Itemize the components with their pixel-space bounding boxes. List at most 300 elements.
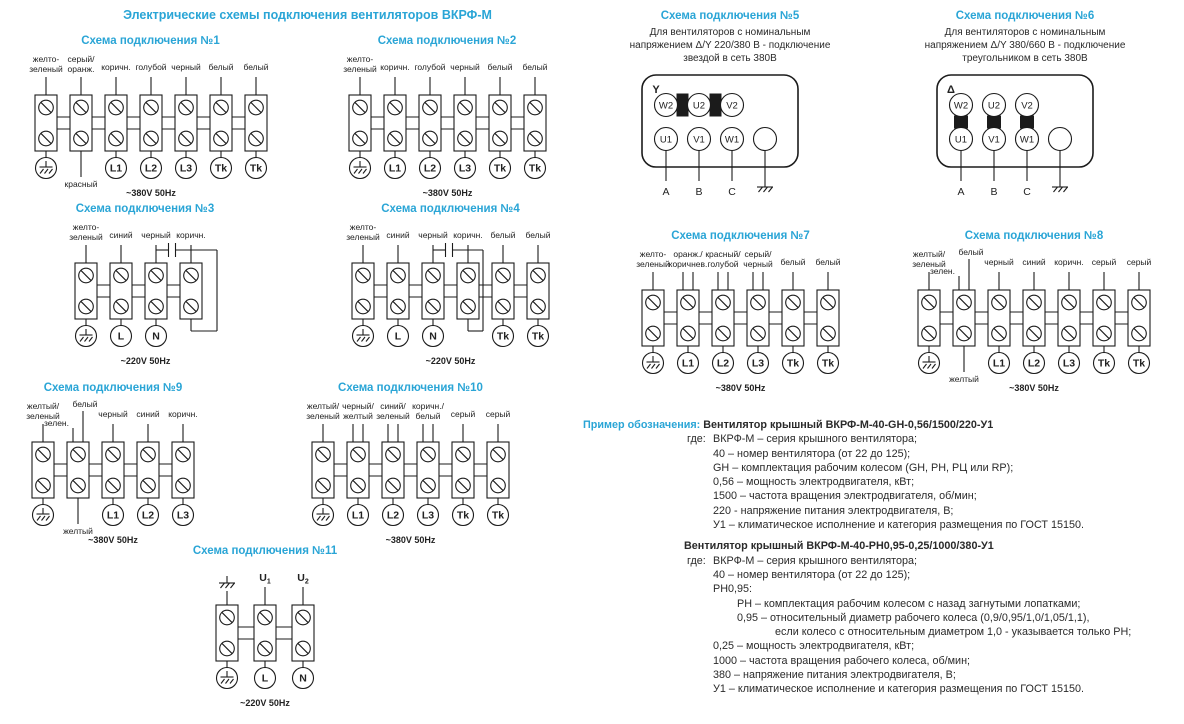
terminal-designation (423, 326, 444, 347)
wire-label: коричн. (1054, 257, 1084, 267)
desc-line: треугольником в сеть 380В (962, 53, 1088, 64)
terminal-block (453, 230, 483, 319)
terminal-designation (678, 353, 699, 374)
terminal-designation-label: N (429, 330, 437, 343)
terminal-designation (1129, 353, 1150, 374)
terminal-block (101, 62, 131, 179)
wire-label: голубой (707, 259, 739, 269)
motor-terminal-label: W2 (953, 100, 969, 112)
scheme-7-diagram (621, 246, 860, 398)
terminal-block (451, 409, 476, 526)
terminal-designation-label: Tk (249, 162, 262, 175)
terminal-designation (453, 505, 474, 526)
scheme-11 (165, 545, 365, 713)
scheme-9-diagram (11, 398, 215, 550)
wire-label: желтый/ (306, 401, 340, 411)
scheme-3-diagram (54, 219, 237, 371)
wire-label: желтый (63, 526, 93, 536)
wire-label: белый (490, 230, 516, 240)
wire-label: черный (984, 257, 1014, 267)
wire-label: черный (170, 62, 201, 72)
wire-label: желто- (72, 222, 99, 232)
scheme-8-diagram (897, 246, 1171, 398)
terminal-block (136, 409, 159, 526)
terminal-designation-label: L3 (1062, 357, 1076, 370)
terminal-designation (419, 158, 440, 179)
example-line: РН – комплектация рабочим колесом с назад загнутыми лопатками; (737, 597, 1081, 610)
example-line: ВКРФ-М – серия крышного вентилятора; (713, 433, 918, 446)
example-title-2: Вентилятор крышный ВКРФ-М-40-РН0,95-0,25/1000/380-У1 (684, 540, 994, 553)
wire (1054, 187, 1058, 192)
terminal-designation-label: L2 (386, 509, 400, 522)
wire-label: оранж./ (673, 249, 703, 259)
example-line: 40 – номер вентилятора (от 22 до 125); (713, 447, 911, 460)
terminal-designation (348, 505, 369, 526)
terminal-designation (140, 158, 161, 179)
wire-label: зеленый (346, 232, 380, 242)
terminal-designation (488, 505, 509, 526)
wire-label: серый/ (67, 54, 94, 64)
example-line: 1500 – частота вращения электродвигателя, об/мин; (713, 490, 977, 503)
terminal-designation (1059, 353, 1080, 374)
winding-type-label: Y (652, 84, 660, 96)
terminal-block (1054, 257, 1084, 374)
wire-label: белый (958, 247, 984, 257)
wire-label: черный (418, 230, 448, 240)
wire-label: черный (140, 230, 171, 240)
terminal-block (292, 572, 314, 689)
terminal-block (254, 572, 276, 689)
scheme-4-title: Схема подключения №4 (381, 203, 520, 215)
wire-label: серый (1126, 257, 1152, 267)
terminal-designation-label: L (394, 330, 402, 343)
example-block-2 (583, 539, 1183, 696)
example-where-2: где: (687, 554, 706, 567)
motor-terminal-label: U2 (692, 100, 706, 112)
terminal-block (386, 230, 409, 347)
desc-line: напряжением Δ/Y 220/380 В - подключение (629, 40, 831, 51)
terminal-block (984, 257, 1014, 374)
scheme-9 (8, 382, 218, 550)
wire-label: коричнев. (668, 259, 708, 269)
designation-example (583, 418, 1183, 697)
terminal-block (815, 257, 840, 374)
terminal-block (346, 222, 380, 347)
scheme-1 (8, 35, 293, 203)
wire-label: белый (486, 62, 513, 72)
scheme-1-title: Схема подключения №1 (81, 35, 220, 47)
terminal-designation-label: Tk (214, 162, 227, 175)
scheme-1-diagram (14, 51, 288, 203)
winding-type-label: Δ (947, 84, 955, 96)
scheme-7-title: Схема подключения №7 (671, 230, 810, 242)
terminal-designation (145, 326, 166, 347)
wire-label: зеленый (28, 64, 63, 74)
scheme-4-diagram (331, 219, 570, 371)
scheme-5-title: Схема подключения №5 (660, 10, 800, 22)
wire-label: зелен. (930, 266, 955, 276)
terminal-designation-label: Tk (528, 162, 541, 175)
terminal-block (1127, 257, 1152, 374)
wire-label: зеленый (342, 64, 377, 74)
terminal-designation (384, 158, 405, 179)
wire-label: синий (386, 230, 410, 240)
terminal-block (98, 409, 128, 526)
terminal-designation (748, 353, 769, 374)
terminal-block (487, 62, 512, 179)
terminal-designation-label: Tk (531, 330, 545, 343)
motor-terminal-label: U1 (659, 134, 673, 146)
wire-label: коричн. (168, 409, 198, 419)
terminal-designation (1024, 353, 1045, 374)
terminal-block (743, 249, 773, 374)
terminal-block (376, 401, 410, 526)
terminal-designation (989, 353, 1010, 374)
wire-label: зеленый (376, 411, 410, 421)
voltage-label: ~380V 50Hz (715, 383, 766, 393)
example-lines-1 (713, 432, 1183, 532)
wire-label: коричн. (379, 62, 410, 72)
terminal-designation-label: Tk (1132, 357, 1146, 370)
ground-circle-icon (75, 326, 96, 347)
desc-line: Для вентиляторов с номинальным (649, 27, 811, 38)
wire-label: желтый (949, 374, 979, 384)
scheme-2-title: Схема подключения №2 (377, 35, 517, 47)
scheme-7 (598, 230, 883, 398)
wire-label: голубой (134, 62, 167, 72)
wire-label: белый (415, 411, 441, 421)
scheme-6 (890, 10, 1160, 203)
terminal-block (450, 62, 480, 179)
wire-label: желто- (32, 54, 59, 64)
wire-label: синий (1022, 257, 1046, 267)
scheme-8 (888, 230, 1180, 398)
ground-circle-icon (313, 505, 334, 526)
wire-label: зеленый (912, 259, 946, 269)
voltage-label: ~380V 50Hz (385, 535, 436, 545)
wire-label: красный/ (705, 249, 741, 259)
ground-circle-icon (353, 326, 374, 347)
wire-label: синий/ (380, 401, 406, 411)
wire-label: белый (815, 257, 841, 267)
page-title: Электрические схемы подключения вентиляторов ВКРФ-М (123, 8, 492, 22)
example-line: ВКРФ-М – серия крышного вентилятора; (713, 554, 918, 567)
wire-label: желтый (343, 411, 373, 421)
wire-label: желто- (346, 54, 373, 64)
wire (769, 187, 773, 192)
scheme-3-title: Схема подключения №3 (75, 203, 215, 215)
wire-label: коричн. (453, 230, 483, 240)
ground-circle-icon (919, 353, 940, 374)
terminal-designation (528, 326, 549, 347)
terminal-designation-label: Tk (1097, 357, 1111, 370)
terminal-block (306, 401, 340, 526)
example-block-1 (583, 418, 1183, 532)
terminal-block (669, 249, 708, 374)
scheme-10 (288, 382, 533, 550)
ground-symbol-icon (1052, 187, 1068, 192)
terminal-block (69, 222, 103, 347)
wire-label: серый (485, 409, 511, 419)
terminal-block (1092, 257, 1117, 374)
wire-label: синий (136, 409, 160, 419)
terminal-block (414, 62, 445, 179)
terminal-designation (245, 158, 266, 179)
scheme-5-diagram (630, 71, 830, 203)
example-line: если колесо с относительным диаметром 1,0 - указывается только РН; (775, 626, 1132, 639)
terminal-designation-label: L1 (992, 357, 1006, 370)
phase-label: B (695, 186, 703, 198)
wire-label: $U_1$ (259, 572, 271, 586)
example-title-1: Вентилятор крышный ВКРФ-М-40-GH-0,56/1500/220-У1 (703, 419, 994, 431)
ground-circle-icon (33, 505, 54, 526)
scheme-5-description (595, 26, 865, 65)
scheme-5 (595, 10, 865, 203)
voltage-label: ~380V 50Hz (1009, 383, 1059, 393)
terminal-designation-label: Tk (786, 357, 800, 370)
phase-label: A (662, 186, 670, 198)
scheme-6-description (890, 26, 1160, 65)
example-line: 0,95 – относительный диаметр рабочего колеса (0,9/0,95/1,0/1,05/1,1), (737, 611, 1090, 624)
terminal-block (636, 249, 670, 374)
terminal-designation-label: L2 (716, 357, 730, 370)
terminal-designation-label: Tk (493, 162, 506, 175)
voltage-label: ~380V 50Hz (125, 188, 176, 198)
terminal-designation-label: Tk (456, 509, 470, 522)
wire-label: белый (525, 230, 551, 240)
terminal-block (64, 54, 97, 189)
terminal-block (705, 249, 741, 374)
scheme-8-title: Схема подключения №8 (964, 230, 1104, 242)
motor-terminal-label: V2 (726, 100, 738, 112)
desc-line: звездой в сеть 380В (683, 53, 777, 64)
terminal-designation (175, 158, 196, 179)
wire-label: серый/ (744, 249, 772, 259)
example-where-1: где: (687, 433, 706, 446)
terminal-designation-label: L3 (179, 162, 192, 175)
phase-label: C (728, 186, 736, 198)
terminal-block (176, 230, 206, 319)
terminal-designation-label: L3 (458, 162, 471, 175)
bridge-bar (1020, 116, 1034, 129)
terminal-designation-label: Tk (496, 330, 510, 343)
wire (764, 187, 768, 192)
terminal-designation (489, 158, 510, 179)
scheme-2 (312, 35, 582, 203)
wire-label: коричн. (100, 62, 131, 72)
wire-label: черный (98, 409, 128, 419)
terminal-designation (293, 668, 314, 689)
motor-terminal-label: U1 (954, 134, 968, 146)
voltage-label: ~380V 50Hz (422, 188, 472, 198)
phase-label: B (990, 186, 998, 198)
wire-label: черный (743, 259, 773, 269)
scheme-9-title: Схема подключения №9 (43, 382, 183, 394)
terminal-box (642, 75, 798, 167)
wire (1059, 187, 1063, 192)
terminal-designation (454, 158, 475, 179)
wire-label: зелен. (44, 418, 69, 428)
terminal-designation (103, 505, 124, 526)
scheme-11-title: Схема подключения №11 (192, 545, 338, 557)
terminal-designation-label: L2 (141, 509, 155, 522)
phase-label: C (1023, 186, 1031, 198)
wire (1064, 187, 1068, 192)
example-line: GH – комплектация рабочим колесом (GH, РН, РЦ или RP); (713, 461, 1014, 474)
terminal-designation (210, 158, 231, 179)
terminal-designation (105, 158, 126, 179)
terminal-block (486, 409, 511, 526)
wire-label: серый (450, 409, 476, 419)
wire (759, 187, 763, 192)
scheme-6-title: Схема подключения №6 (955, 10, 1095, 22)
terminal-block (168, 409, 198, 526)
motor-terminal-label: V1 (988, 134, 1000, 146)
terminal-designation (524, 158, 545, 179)
wire-label: белый (72, 399, 98, 409)
terminal-designation-label: Tk (491, 509, 505, 522)
example-line: У1 – климатическое исполнение и категория размещения по ГОСТ 15150. (713, 683, 1084, 696)
scheme-10-title: Схема подключения №10 (338, 382, 483, 394)
terminal-block (490, 230, 515, 347)
wire-label: желтый/ (26, 401, 60, 411)
voltage-label: ~220V 50Hz (240, 698, 290, 708)
wire-label: черный/ (342, 401, 374, 411)
terminal-designation-label: L2 (1027, 357, 1041, 370)
terminal-block (380, 62, 410, 179)
ground-symbol-icon (219, 583, 235, 588)
wire-label: белый (780, 257, 806, 267)
terminal-designation-label: L2 (423, 162, 436, 175)
terminal-designation-label: L1 (106, 509, 120, 522)
terminal-block (412, 401, 445, 526)
terminal-designation (138, 505, 159, 526)
wire-label: $U_2$ (297, 572, 309, 586)
ground-circle-icon (35, 158, 56, 179)
motor-terminal-label: W1 (724, 134, 740, 146)
terminal-designation-label: L1 (351, 509, 365, 522)
motor-terminal-label: V1 (693, 134, 705, 146)
motor-terminal-label: W2 (658, 100, 674, 112)
terminal-block (135, 62, 166, 179)
example-line: 380 – напряжение питания электродвигателя, В; (713, 669, 956, 682)
wire-label: белый (242, 62, 269, 72)
wire-label: желто- (349, 222, 377, 232)
wire-label: желто- (639, 249, 667, 259)
terminal-designation (1094, 353, 1115, 374)
terminal-designation (818, 353, 839, 374)
bridge-bar (677, 94, 689, 117)
scheme-2-diagram (328, 51, 567, 203)
terminal-designation (388, 326, 409, 347)
wire-label: синий (108, 230, 133, 240)
example-line: 0,56 – мощность электродвигателя, кВт; (713, 476, 915, 489)
wire-label: черный (449, 62, 480, 72)
terminal-block (343, 54, 377, 179)
example-line: 220 - напряжение питания электродвигателя, В; (713, 504, 954, 517)
terminal-designation-label: L1 (388, 162, 401, 175)
voltage-label: ~380V 50Hz (88, 535, 138, 545)
terminal-designation (173, 505, 194, 526)
voltage-label: ~220V 50Hz (120, 356, 170, 366)
wire-label: белый (521, 62, 548, 72)
terminal-designation-label: N (151, 330, 160, 343)
example-lines-2 (713, 554, 1183, 697)
wire-label: коричн./ (412, 401, 444, 411)
wire-label: голубой (413, 62, 446, 72)
terminal-block (29, 54, 63, 179)
example-line: РН0,95: (713, 583, 753, 596)
wire (231, 583, 235, 588)
terminal-block (109, 230, 132, 347)
wire-label: красный (64, 179, 97, 189)
scheme-4 (318, 203, 583, 371)
scheme-3 (30, 203, 260, 371)
ground-terminal (754, 128, 777, 151)
wire (226, 583, 230, 588)
phase-label: A (957, 186, 965, 198)
ground-circle-icon (643, 353, 664, 374)
wire-label: серый (1091, 257, 1117, 267)
terminal-designation-label: N (299, 672, 307, 685)
example-line: 40 – номер вентилятора (от 22 до 125); (713, 568, 911, 581)
terminal-designation-label: L (261, 672, 269, 685)
terminal-designation-label: L2 (144, 162, 157, 175)
terminal-block (522, 62, 547, 179)
scheme-11-diagram (195, 561, 335, 713)
terminal-designation (493, 326, 514, 347)
terminal-block (342, 401, 374, 526)
terminal-designation-label: L3 (751, 357, 765, 370)
bridge-bar (710, 94, 722, 117)
bridge-bar (987, 116, 1001, 129)
terminal-designation (418, 505, 439, 526)
wire-label: белый (207, 62, 234, 72)
scheme-6-diagram (925, 71, 1125, 203)
terminal-designation (110, 326, 131, 347)
terminal-block (1022, 257, 1045, 374)
terminal-block (216, 576, 238, 689)
terminal-block (171, 62, 201, 179)
wire (221, 583, 225, 588)
desc-line: напряжением Δ/Y 380/660 В - подключение (924, 40, 1126, 51)
terminal-block (141, 230, 171, 347)
terminal-designation-label: L3 (421, 509, 435, 522)
ground-circle-icon (349, 158, 370, 179)
wire-label: оранж. (67, 64, 94, 74)
motor-terminal-label: W1 (1019, 134, 1035, 146)
ground-symbol-icon (757, 187, 773, 192)
motor-terminal-label: V2 (1021, 100, 1033, 112)
example-line: 0,25 – мощность электродвигателя, кВт; (713, 640, 915, 653)
wire-label: зеленый (68, 232, 103, 242)
terminal-block (208, 62, 233, 179)
terminal-designation (713, 353, 734, 374)
wire-label: зеленый (26, 411, 60, 421)
terminal-designation-label: Tk (821, 357, 835, 370)
terminal-designation (783, 353, 804, 374)
desc-line: Для вентиляторов с номинальным (944, 27, 1106, 38)
terminal-designation-label: L1 (109, 162, 122, 175)
example-line: У1 – климатическое исполнение и категория размещения по ГОСТ 15150. (713, 519, 1084, 532)
terminal-designation (383, 505, 404, 526)
example-label: Пример обозначения: (583, 419, 701, 431)
voltage-label: ~220V 50Hz (425, 356, 476, 366)
ground-terminal (1049, 128, 1072, 151)
terminal-block (780, 257, 805, 374)
wire-label: зеленый (306, 411, 340, 421)
wire-label: коричн. (175, 230, 206, 240)
